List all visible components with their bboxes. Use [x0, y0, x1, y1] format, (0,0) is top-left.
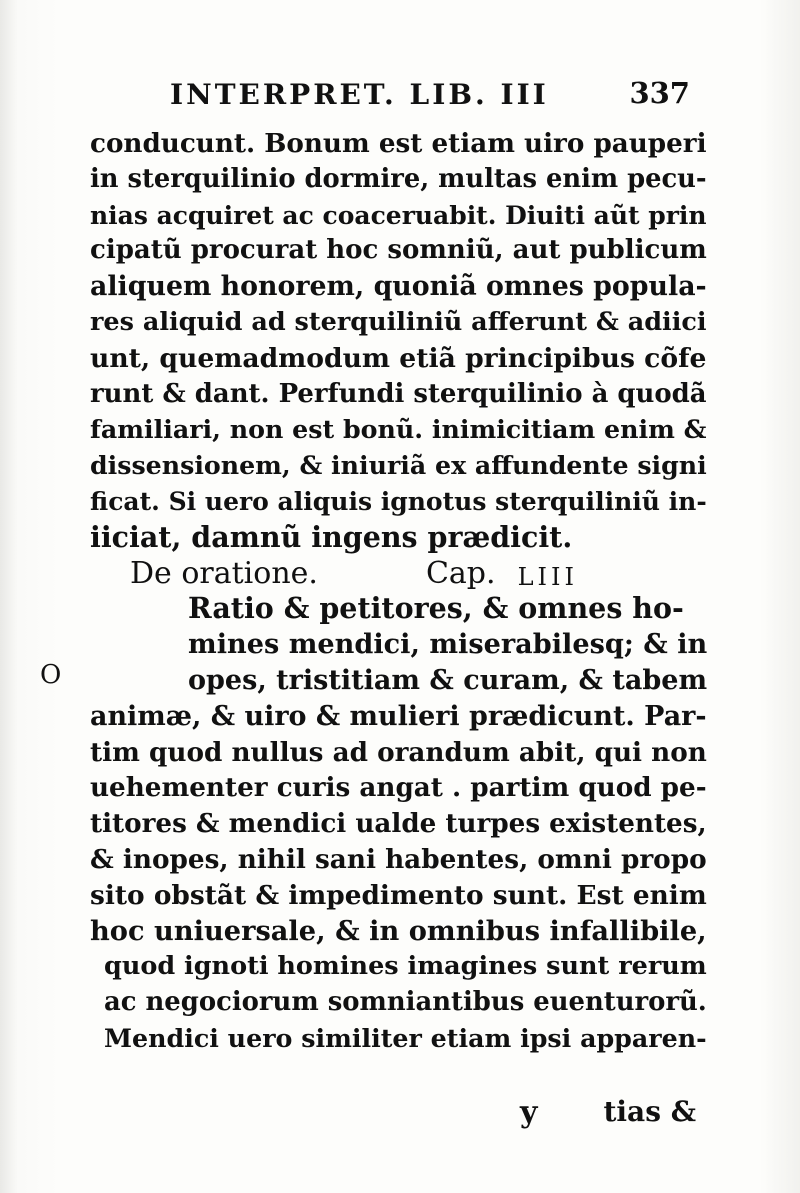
- text-line: hoc uniuersale, & in omnibus infallibile,: [90, 914, 707, 947]
- chapter-cap-label: Cap.: [425, 555, 496, 591]
- catchword: tias &: [603, 1095, 696, 1128]
- text-line: dissensionem, & iniuriã ex affundente signi: [90, 450, 707, 481]
- text-line: quod ignoti homines imagines sunt rerum: [104, 951, 707, 982]
- text-line: ficat. Si uero aliquis ignotus sterquiliniũ in-: [90, 486, 707, 516]
- page-header: [170, 78, 690, 114]
- running-head: INTERPRET. LIB. III: [170, 78, 549, 111]
- text-line: animæ, & uiro & mulieri prædicunt. Par-: [90, 700, 707, 732]
- text-line: Mendici uero similiter etiam ipsi apparen-: [104, 1022, 707, 1053]
- chapter-initial-letter: O: [40, 660, 62, 690]
- text-line: iiciat, damnũ ingens prædicit.: [90, 519, 573, 554]
- text-line: sito obstãt & impedimento sunt. Est enim: [90, 879, 707, 911]
- text-line: ac negociorum somniantibus euenturorũ.: [104, 987, 707, 1018]
- text-line: in sterquilinio dormire, multas enim pecu-: [90, 163, 707, 194]
- chapter-title: De oratione.: [130, 555, 318, 591]
- text-line: res aliquid ad sterquiliniũ afferunt & adiici: [90, 306, 707, 337]
- text-line: runt & dant. Perfundi sterquilinio à quodã: [90, 378, 707, 409]
- page-footer: [90, 1095, 710, 1135]
- text-line: & inopes, nihil sani habentes, omni propo: [90, 843, 707, 875]
- page-number: 337: [629, 76, 690, 110]
- text-line: opes, tristitiam & curam, & tabem: [188, 664, 708, 696]
- text-line: nias acquiret ac coaceruabit. Diuiti aũt prin: [90, 200, 707, 230]
- text-line: unt, quemadmodum etiã principibus cõfe: [90, 342, 707, 374]
- text-line: familiari, non est bonũ. inimicitiam enim &: [90, 414, 707, 445]
- body-text: [90, 126, 710, 1057]
- chapter-heading: [90, 556, 710, 592]
- text-line: cipatũ procurat hoc somniũ, aut publicum: [90, 235, 707, 266]
- text-line: titores & mendici ualde turpes existentes,: [90, 808, 707, 840]
- text-line: tim quod nullus ad orandum abit, qui non: [90, 736, 707, 768]
- text-line: mines mendici, miserabilesq; & in: [188, 629, 708, 661]
- text-line: aliquem honorem, quoniã omnes popula-: [90, 271, 707, 303]
- text-line: conducunt. Bonum est etiam uiro pauperi: [90, 128, 707, 159]
- text-line: uehementer curis angat . partim quod pe-: [90, 772, 707, 804]
- chapter-number: LIII: [517, 562, 578, 591]
- text-line: Ratio & petitores, & omnes ho-: [188, 591, 684, 626]
- signature-mark: y: [520, 1095, 538, 1130]
